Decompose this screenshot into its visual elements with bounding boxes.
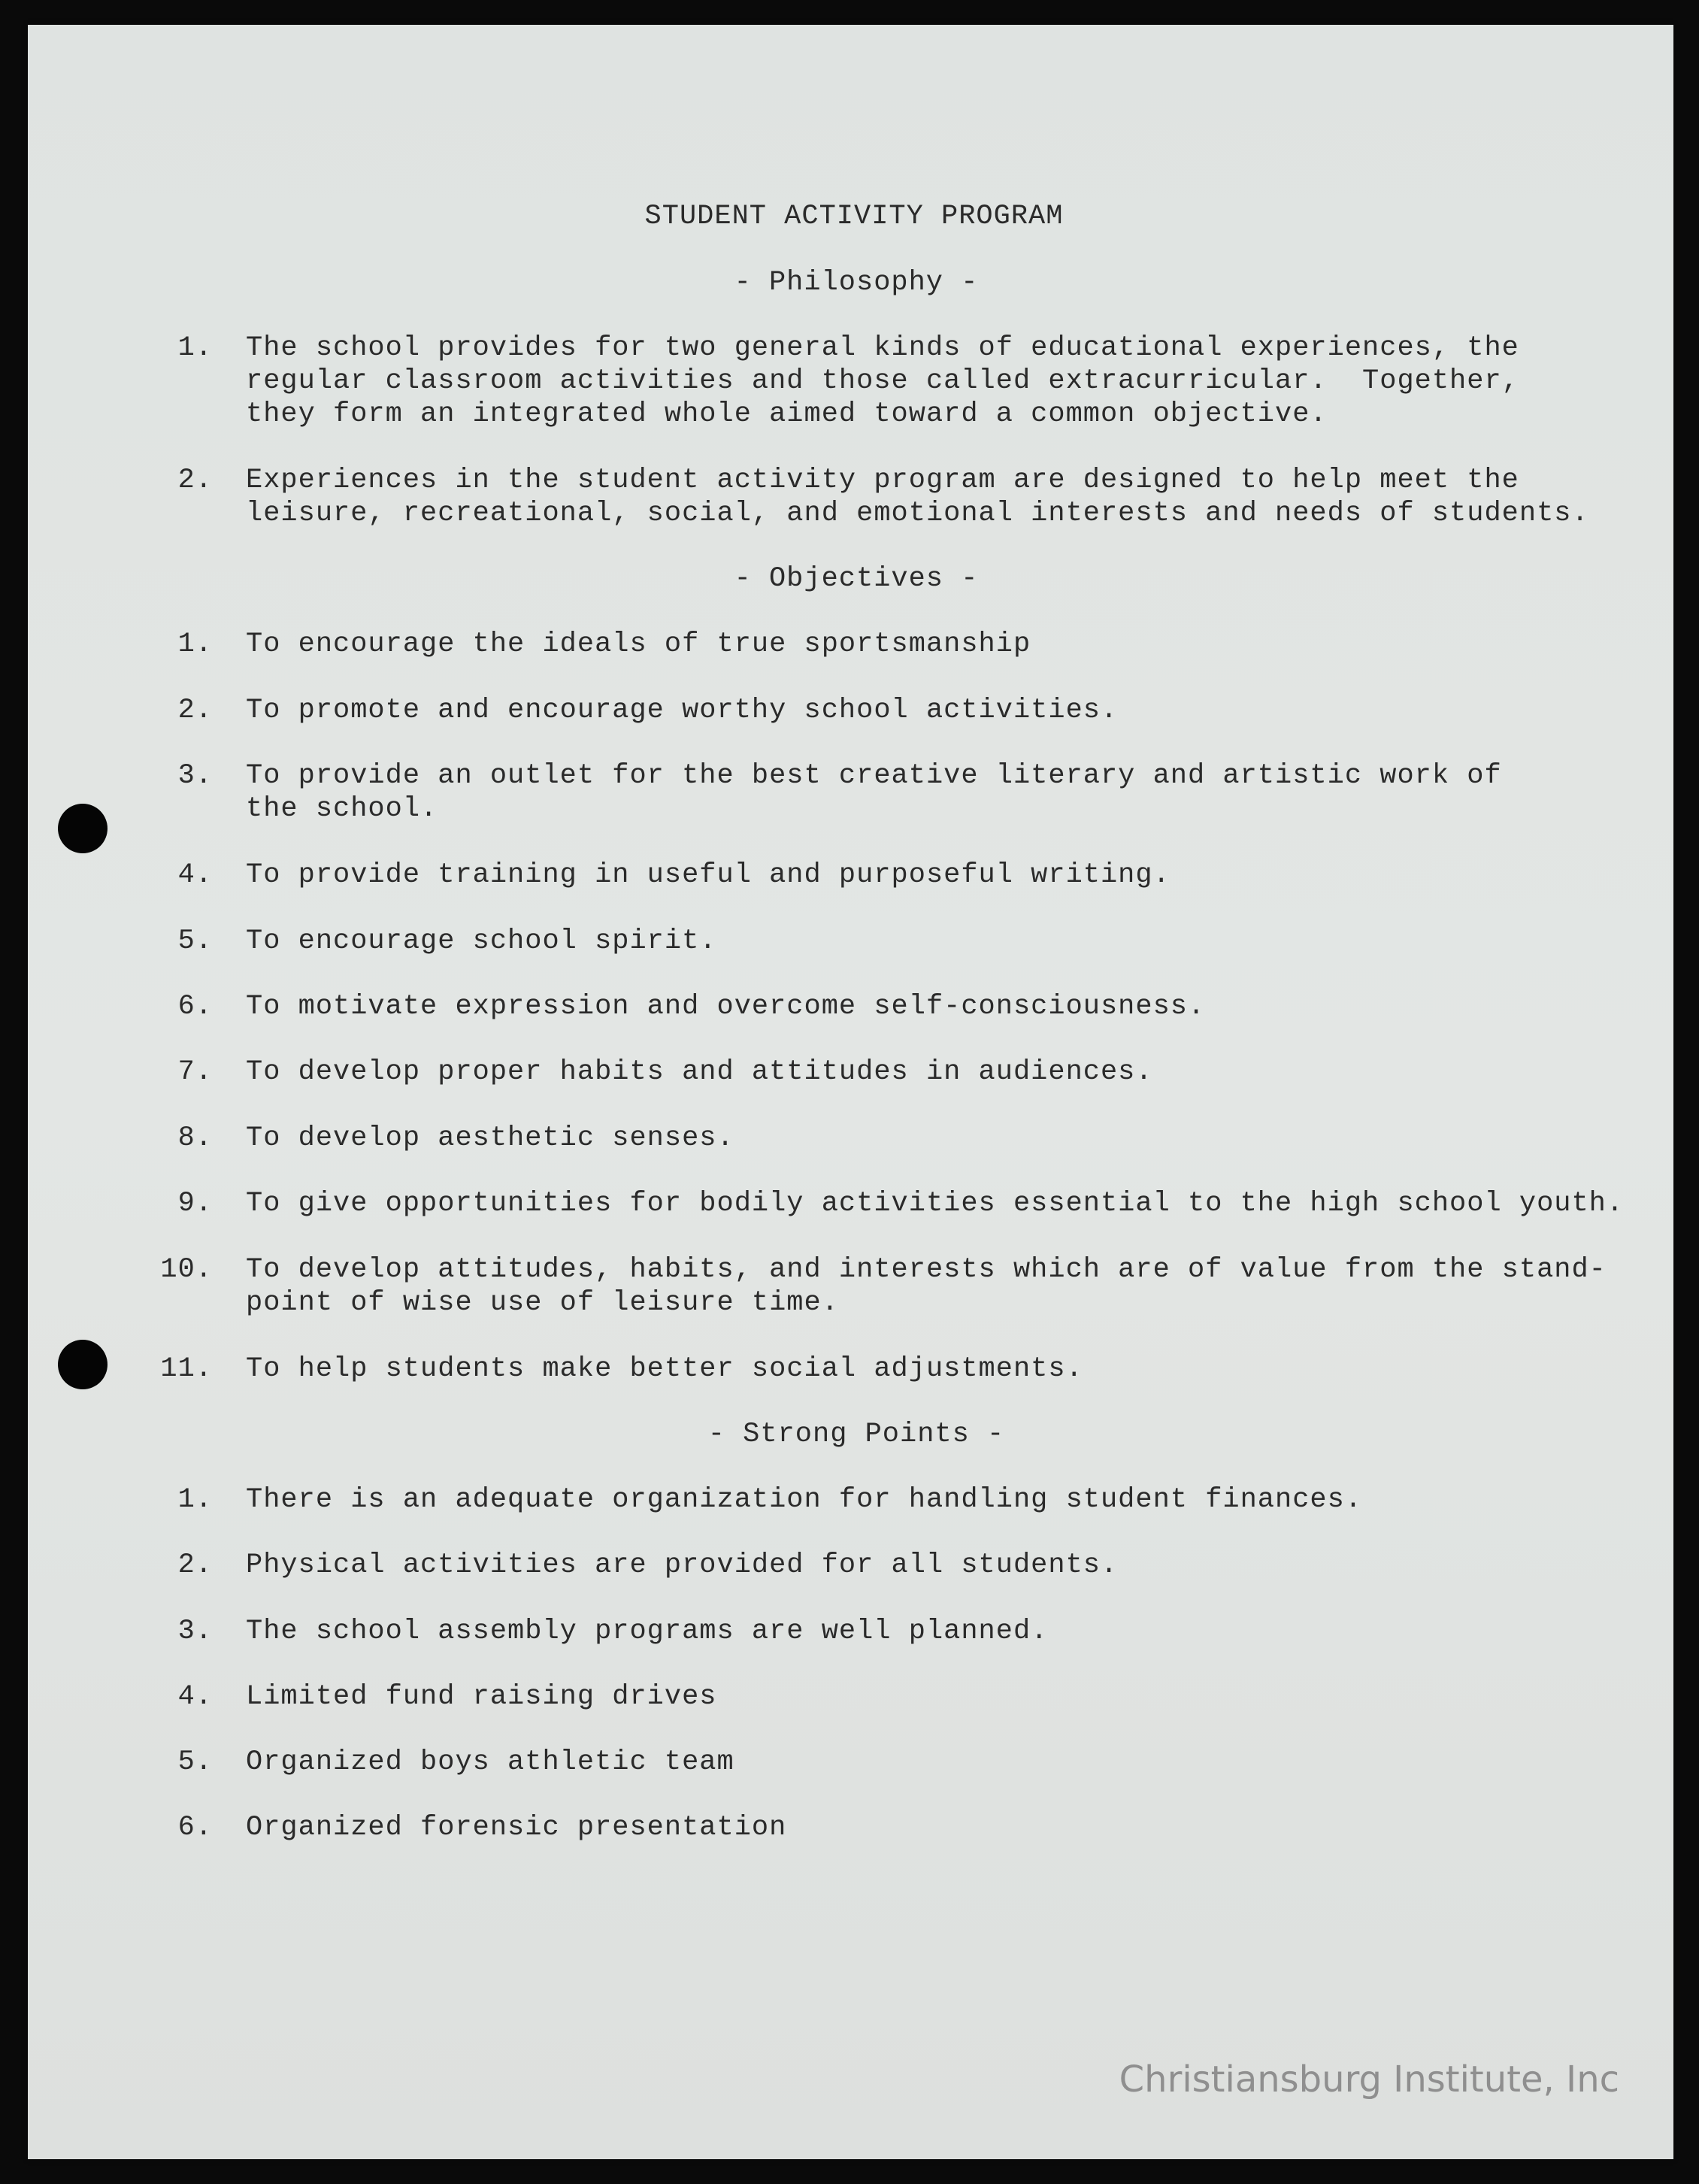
item-number: 3. <box>177 1616 213 1647</box>
item-number: 2. <box>177 465 213 496</box>
item-text-line: Experiences in the student activity program are designed to help meet the <box>246 465 1519 496</box>
item-text-line: To motivate expression and overcome self-consciousness. <box>246 991 1206 1022</box>
item-number: 5. <box>177 925 213 957</box>
item-text-line: To develop attitudes, habits, and interests which are of value from the stand- <box>246 1254 1607 1286</box>
item-number: 3. <box>177 760 213 792</box>
item-number: 5. <box>177 1746 213 1778</box>
item-text-line: To develop aesthetic senses. <box>246 1122 734 1154</box>
item-number: 1. <box>177 629 213 660</box>
item-text-line: leisure, recreational, social, and emotional interests and needs of students. <box>246 498 1589 529</box>
item-number: 7. <box>177 1056 213 1088</box>
item-text-line: point of wise use of leisure time. <box>246 1287 839 1319</box>
item-text-line: There is an adequate organization for handling student finances. <box>246 1484 1363 1516</box>
item-number: 11. <box>160 1353 213 1385</box>
section-heading-strong-points: - Strong Points - <box>707 1419 1005 1450</box>
item-text-line: To provide training in useful and purposeful writing. <box>246 859 1171 891</box>
item-text-line: the school. <box>246 793 438 825</box>
document-title: STUDENT ACTIVITY PROGRAM <box>644 201 1064 232</box>
item-text-line: To promote and encourage worthy school activities. <box>246 695 1119 726</box>
watermark: Christiansburg Institute, Inc <box>1119 2058 1619 2101</box>
item-text-line: To provide an outlet for the best creative literary and artistic work of <box>246 760 1502 792</box>
item-number: 1. <box>177 1484 213 1516</box>
item-text-line: The school provides for two general kinds of educational experiences, the <box>246 332 1519 364</box>
section-heading-objectives: - Objectives - <box>734 563 979 595</box>
item-number: 1. <box>177 332 213 364</box>
punch-hole <box>58 804 108 853</box>
item-number: 4. <box>177 1681 213 1713</box>
item-text-line: Physical activities are provided for all students. <box>246 1549 1119 1581</box>
item-text-line: Organized boys athletic team <box>246 1746 734 1778</box>
item-text-line: To give opportunities for bodily activities essential to the high school youth. <box>246 1188 1625 1219</box>
item-text-line: Organized forensic presentation <box>246 1812 787 1843</box>
item-number: 4. <box>177 859 213 891</box>
item-number: 10. <box>160 1254 213 1286</box>
item-number: 8. <box>177 1122 213 1154</box>
item-text-line: To encourage the ideals of true sportsmanship <box>246 629 1031 660</box>
item-text-line: regular classroom activities and those called extracurricular. Together, <box>246 365 1519 397</box>
item-text-line: To encourage school spirit. <box>246 925 717 957</box>
item-number: 6. <box>177 991 213 1022</box>
punch-hole <box>58 1340 108 1389</box>
item-number: 2. <box>177 695 213 726</box>
section-heading-philosophy: - Philosophy - <box>734 267 979 298</box>
item-text-line: To develop proper habits and attitudes in audiences. <box>246 1056 1153 1088</box>
item-text-line: they form an integrated whole aimed toward a common objective. <box>246 398 1328 430</box>
item-text-line: The school assembly programs are well planned. <box>246 1616 1049 1647</box>
item-number: 9. <box>177 1188 213 1219</box>
item-text-line: To help students make better social adjustments. <box>246 1353 1083 1385</box>
item-number: 6. <box>177 1812 213 1843</box>
item-number: 2. <box>177 1549 213 1581</box>
item-text-line: Limited fund raising drives <box>246 1681 717 1713</box>
